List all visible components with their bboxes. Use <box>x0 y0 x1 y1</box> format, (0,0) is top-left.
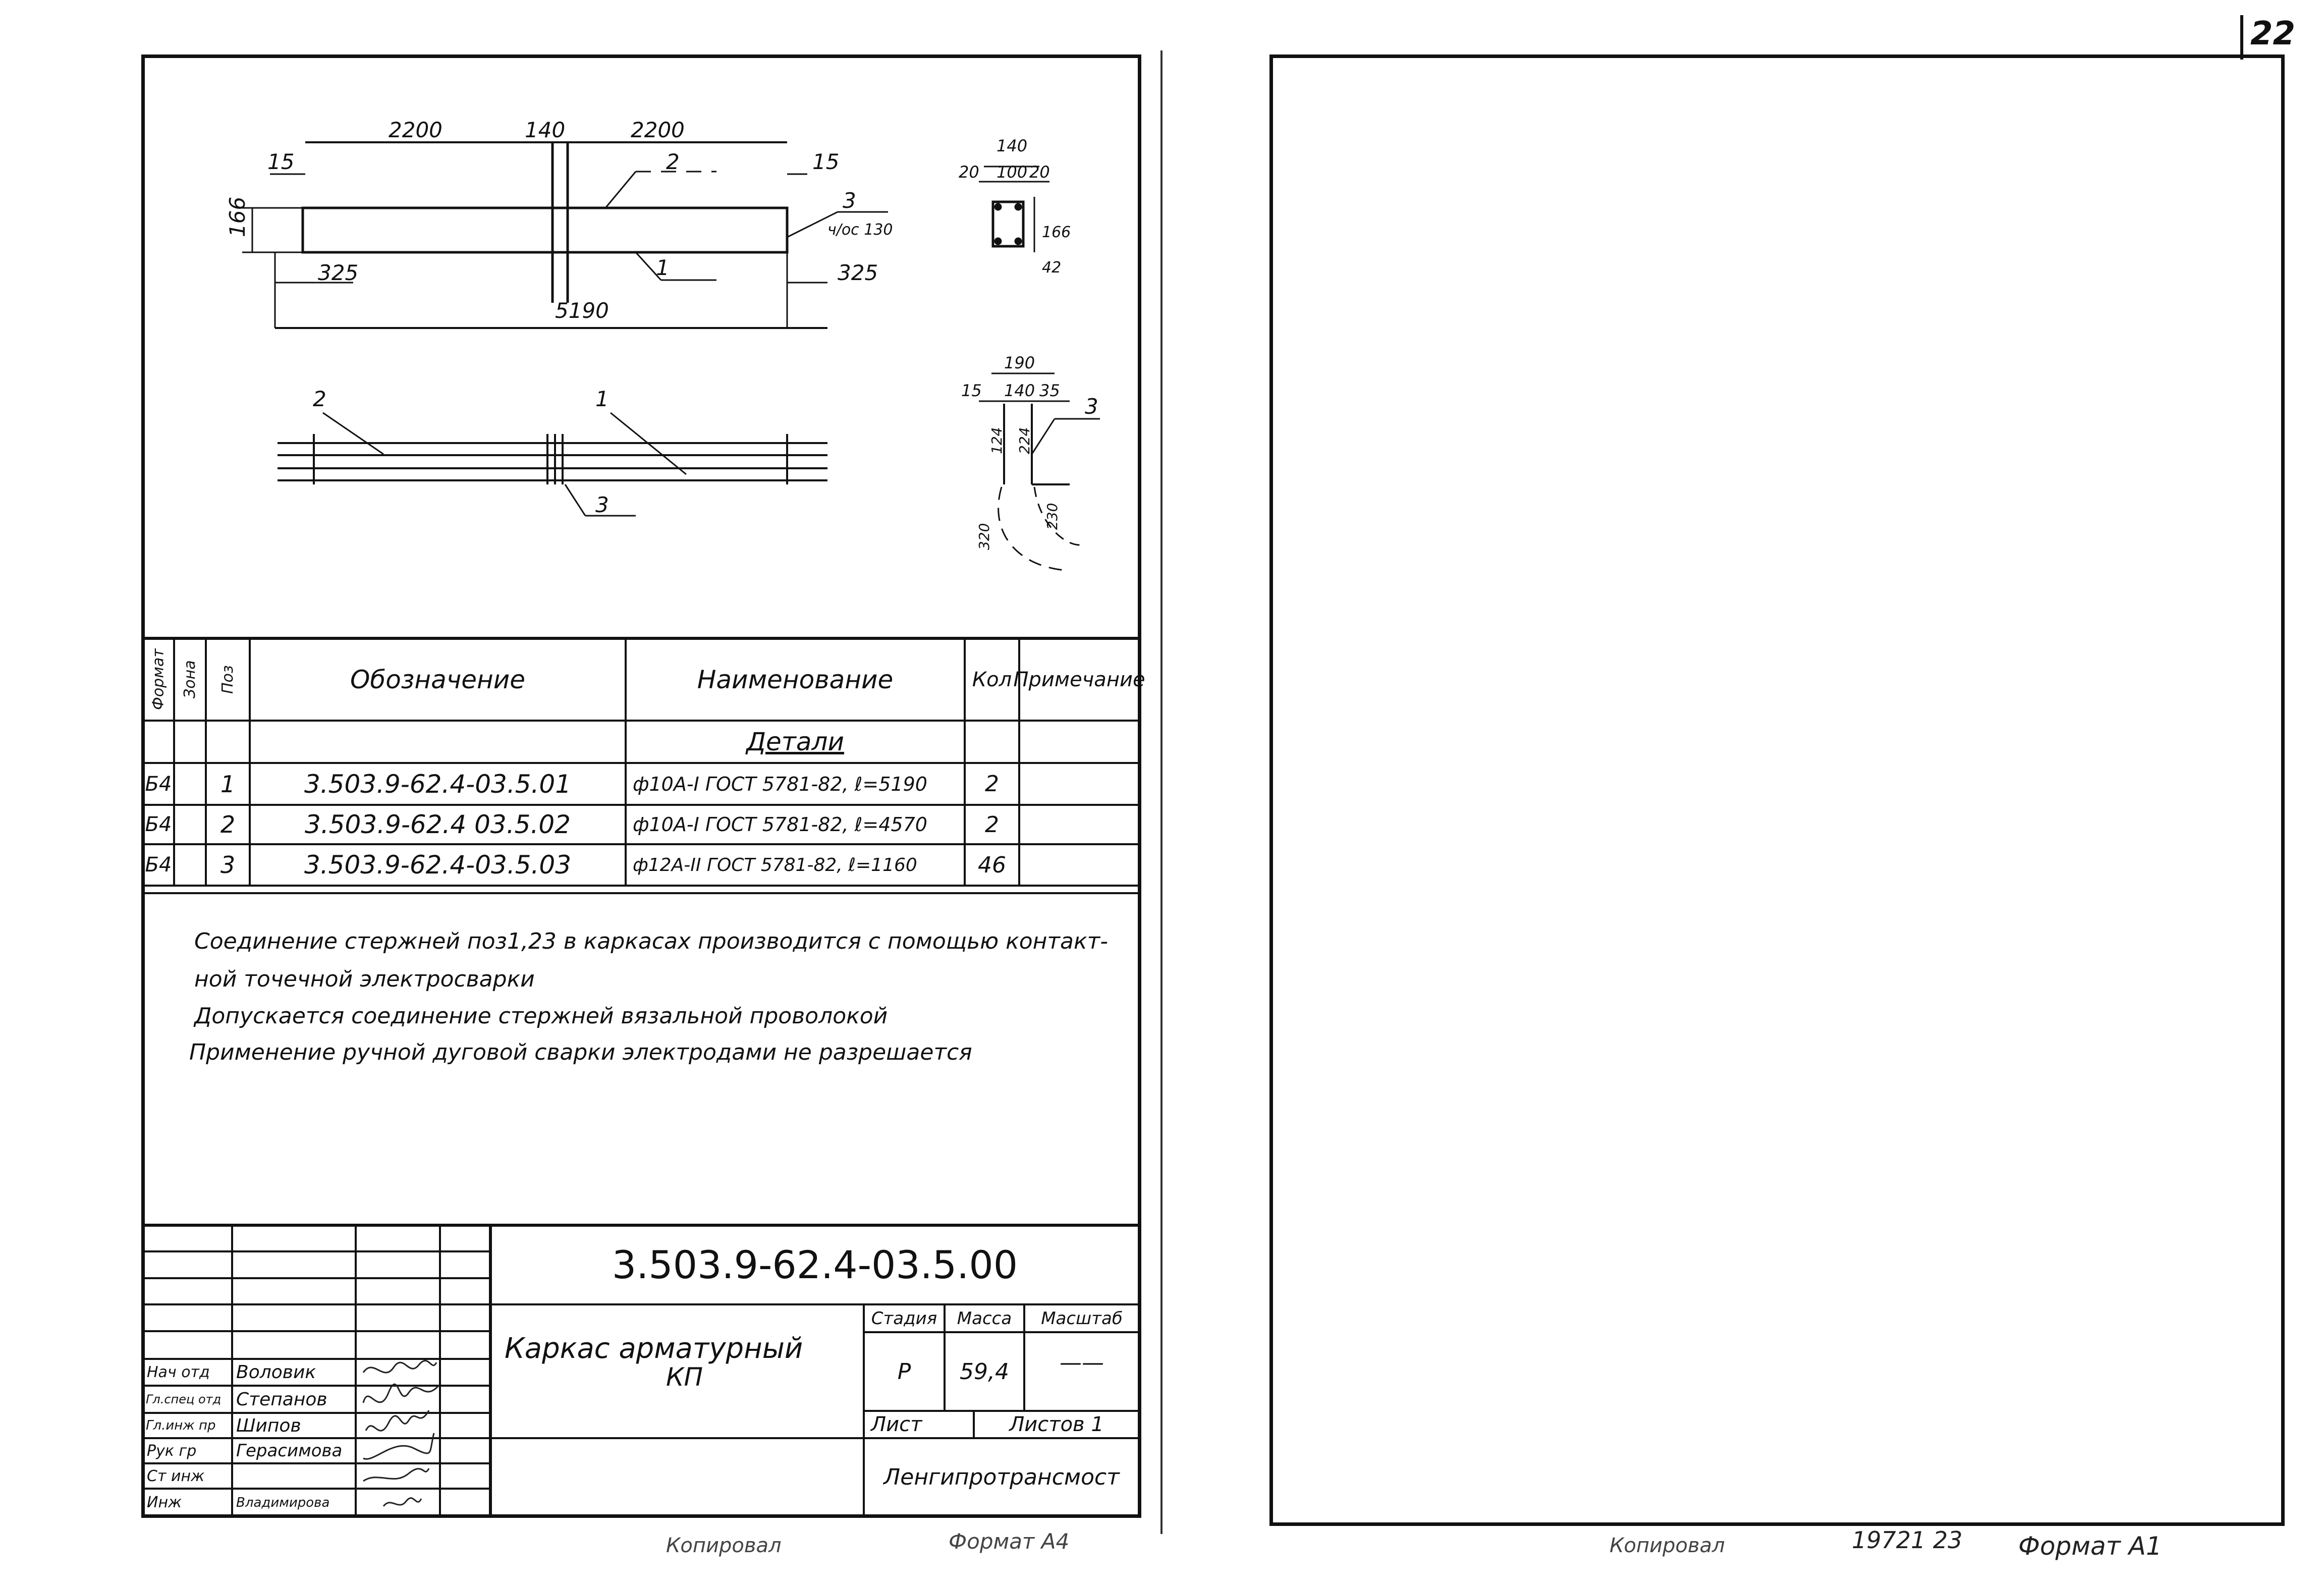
role-6: Инж <box>147 1494 182 1511</box>
footer-copied-left: Копировал <box>666 1534 782 1557</box>
sec-top-h2: 42 <box>1042 259 1062 277</box>
page-number: 22 <box>2250 15 2296 52</box>
spec-header-pos: Поз <box>219 665 237 694</box>
footer-copied-right: Копировал <box>1610 1534 1725 1557</box>
scale-label: Масштаб <box>1041 1308 1123 1329</box>
spec-header-qty: Кол <box>972 668 1012 691</box>
step-note: ч/ос 130 <box>827 221 893 239</box>
sec-bot-v1: 124 <box>988 427 1005 454</box>
spec-header-designation: Обозначение <box>350 665 525 694</box>
signature-4 <box>363 1433 434 1459</box>
sec-top-b: 100 <box>997 162 1028 182</box>
name-6: Владимирова <box>236 1495 330 1510</box>
dim-15-left: 15 <box>267 149 295 174</box>
sec-bot-c: 35 <box>1039 381 1060 400</box>
dim-325-left: 325 <box>318 260 359 285</box>
sheet-label: Лист <box>871 1413 922 1436</box>
footer-format-right: Формат А1 <box>2018 1532 2162 1561</box>
spec-row-2-pos: 2 <box>220 811 236 838</box>
plan-pos1-label: 1 <box>595 387 609 411</box>
signature-5 <box>363 1468 429 1481</box>
role-4: Рук гр <box>147 1442 197 1460</box>
spec-row-2-format: Б4 <box>145 813 172 836</box>
spec-row-3-qty: 46 <box>978 852 1006 878</box>
spec-header-format: Формат <box>149 648 168 710</box>
spec-row-2-designation: 3.503.9-62.4 03.5.02 <box>305 810 571 839</box>
sec-bot-v2: 224 <box>1016 427 1033 454</box>
dim-325-right: 325 <box>838 260 878 285</box>
plan-pos3-label: 3 <box>595 493 609 517</box>
dim-15-right: 15 <box>812 149 840 174</box>
pos-2-label: 2 <box>666 149 680 174</box>
note-line-4: Применение ручной дуговой сварки электродами не разрешается <box>189 1040 972 1065</box>
sheets-label: Листов 1 <box>1009 1413 1104 1436</box>
role-5: Ст инж <box>147 1467 205 1485</box>
sec-top-h1: 166 <box>1042 224 1071 241</box>
stage-value: Р <box>897 1358 911 1385</box>
sec-top-a: 20 <box>959 162 979 182</box>
spec-section-title: Детали <box>746 727 845 756</box>
role-1: Нач отд <box>147 1363 210 1381</box>
name-4: Герасимова <box>236 1441 343 1461</box>
role-3: Гл.инж пр <box>146 1418 216 1433</box>
spec-row-1-pos: 1 <box>220 770 236 798</box>
footer-number-right: 19721 23 <box>1852 1526 1963 1554</box>
name-2: Степанов <box>236 1389 327 1410</box>
note-line-1: Соединение стержней поз1,23 в каркасах производится с помощью контакт- <box>194 928 1109 954</box>
role-2: Гл.спец отд <box>146 1392 222 1406</box>
sec-bot-w: 190 <box>1004 353 1035 372</box>
plan-pos2-label: 2 <box>313 387 326 411</box>
doc-code: 3.503.9-62.4-03.5.00 <box>612 1242 1018 1287</box>
name-3: Шипов <box>236 1415 301 1436</box>
dim-total: 5190 <box>555 298 609 323</box>
spec-row-3-designation: 3.503.9-62.4-03.5.03 <box>304 850 572 880</box>
spec-header-note: Примечание <box>1013 668 1145 691</box>
spec-row-1-designation: 3.503.9-62.4-03.5.01 <box>304 769 572 799</box>
stage-label: Стадия <box>871 1308 937 1329</box>
dim-166: 166 <box>225 196 250 237</box>
organization: Ленгипротрансмост <box>883 1464 1120 1490</box>
sec-bot-a: 15 <box>961 381 982 400</box>
note-line-2: ной точечной электросварки <box>194 966 535 992</box>
signature-3 <box>366 1410 429 1431</box>
signature-6 <box>383 1498 421 1506</box>
mass-label: Масса <box>957 1308 1012 1329</box>
sec-bot-pos: 3 <box>1085 394 1098 419</box>
spec-row-3-name: ф12А-II ГОСТ 5781-82, ℓ=1160 <box>633 854 917 876</box>
signature-2 <box>363 1384 439 1403</box>
dim-top-1: 2200 <box>389 118 442 142</box>
spec-row-1-name: ф10А-I ГОСТ 5781-82, ℓ=5190 <box>633 773 927 795</box>
sec-bot-b: 140 <box>1004 381 1035 400</box>
sec-top-w: 140 <box>997 136 1028 155</box>
note-line-3: Допускается соединение стержней вязальной проволокой <box>194 1003 888 1029</box>
pos-1-label: 1 <box>656 255 670 280</box>
sec-bot-r1: 320 <box>976 523 992 550</box>
spec-row-2-qty: 2 <box>985 811 999 838</box>
mass-value: 59,4 <box>960 1358 1009 1385</box>
name-1: Воловик <box>236 1362 316 1383</box>
scale-value: —— <box>1060 1349 1104 1376</box>
title-line-1: Каркас арматурный <box>505 1332 803 1365</box>
sec-top-c: 20 <box>1029 162 1050 182</box>
spec-header-zone: Зона <box>181 660 199 699</box>
footer-format-left: Формат А4 <box>949 1529 1070 1554</box>
title-line-2: КП <box>666 1362 703 1392</box>
dim-top-2: 140 <box>525 118 566 142</box>
pos-3-label: 3 <box>843 188 856 213</box>
spec-header-name: Наименование <box>697 665 894 694</box>
spec-row-3-format: Б4 <box>145 853 172 877</box>
signature-1 <box>363 1360 436 1373</box>
spec-row-3-pos: 3 <box>220 851 236 879</box>
dim-top-3: 2200 <box>631 118 685 142</box>
spec-row-2-name: ф10А-I ГОСТ 5781-82, ℓ=4570 <box>633 813 927 836</box>
sec-bot-r2: 230 <box>1044 503 1061 530</box>
spec-row-1-format: Б4 <box>145 772 172 796</box>
spec-row-1-qty: 2 <box>985 771 999 797</box>
